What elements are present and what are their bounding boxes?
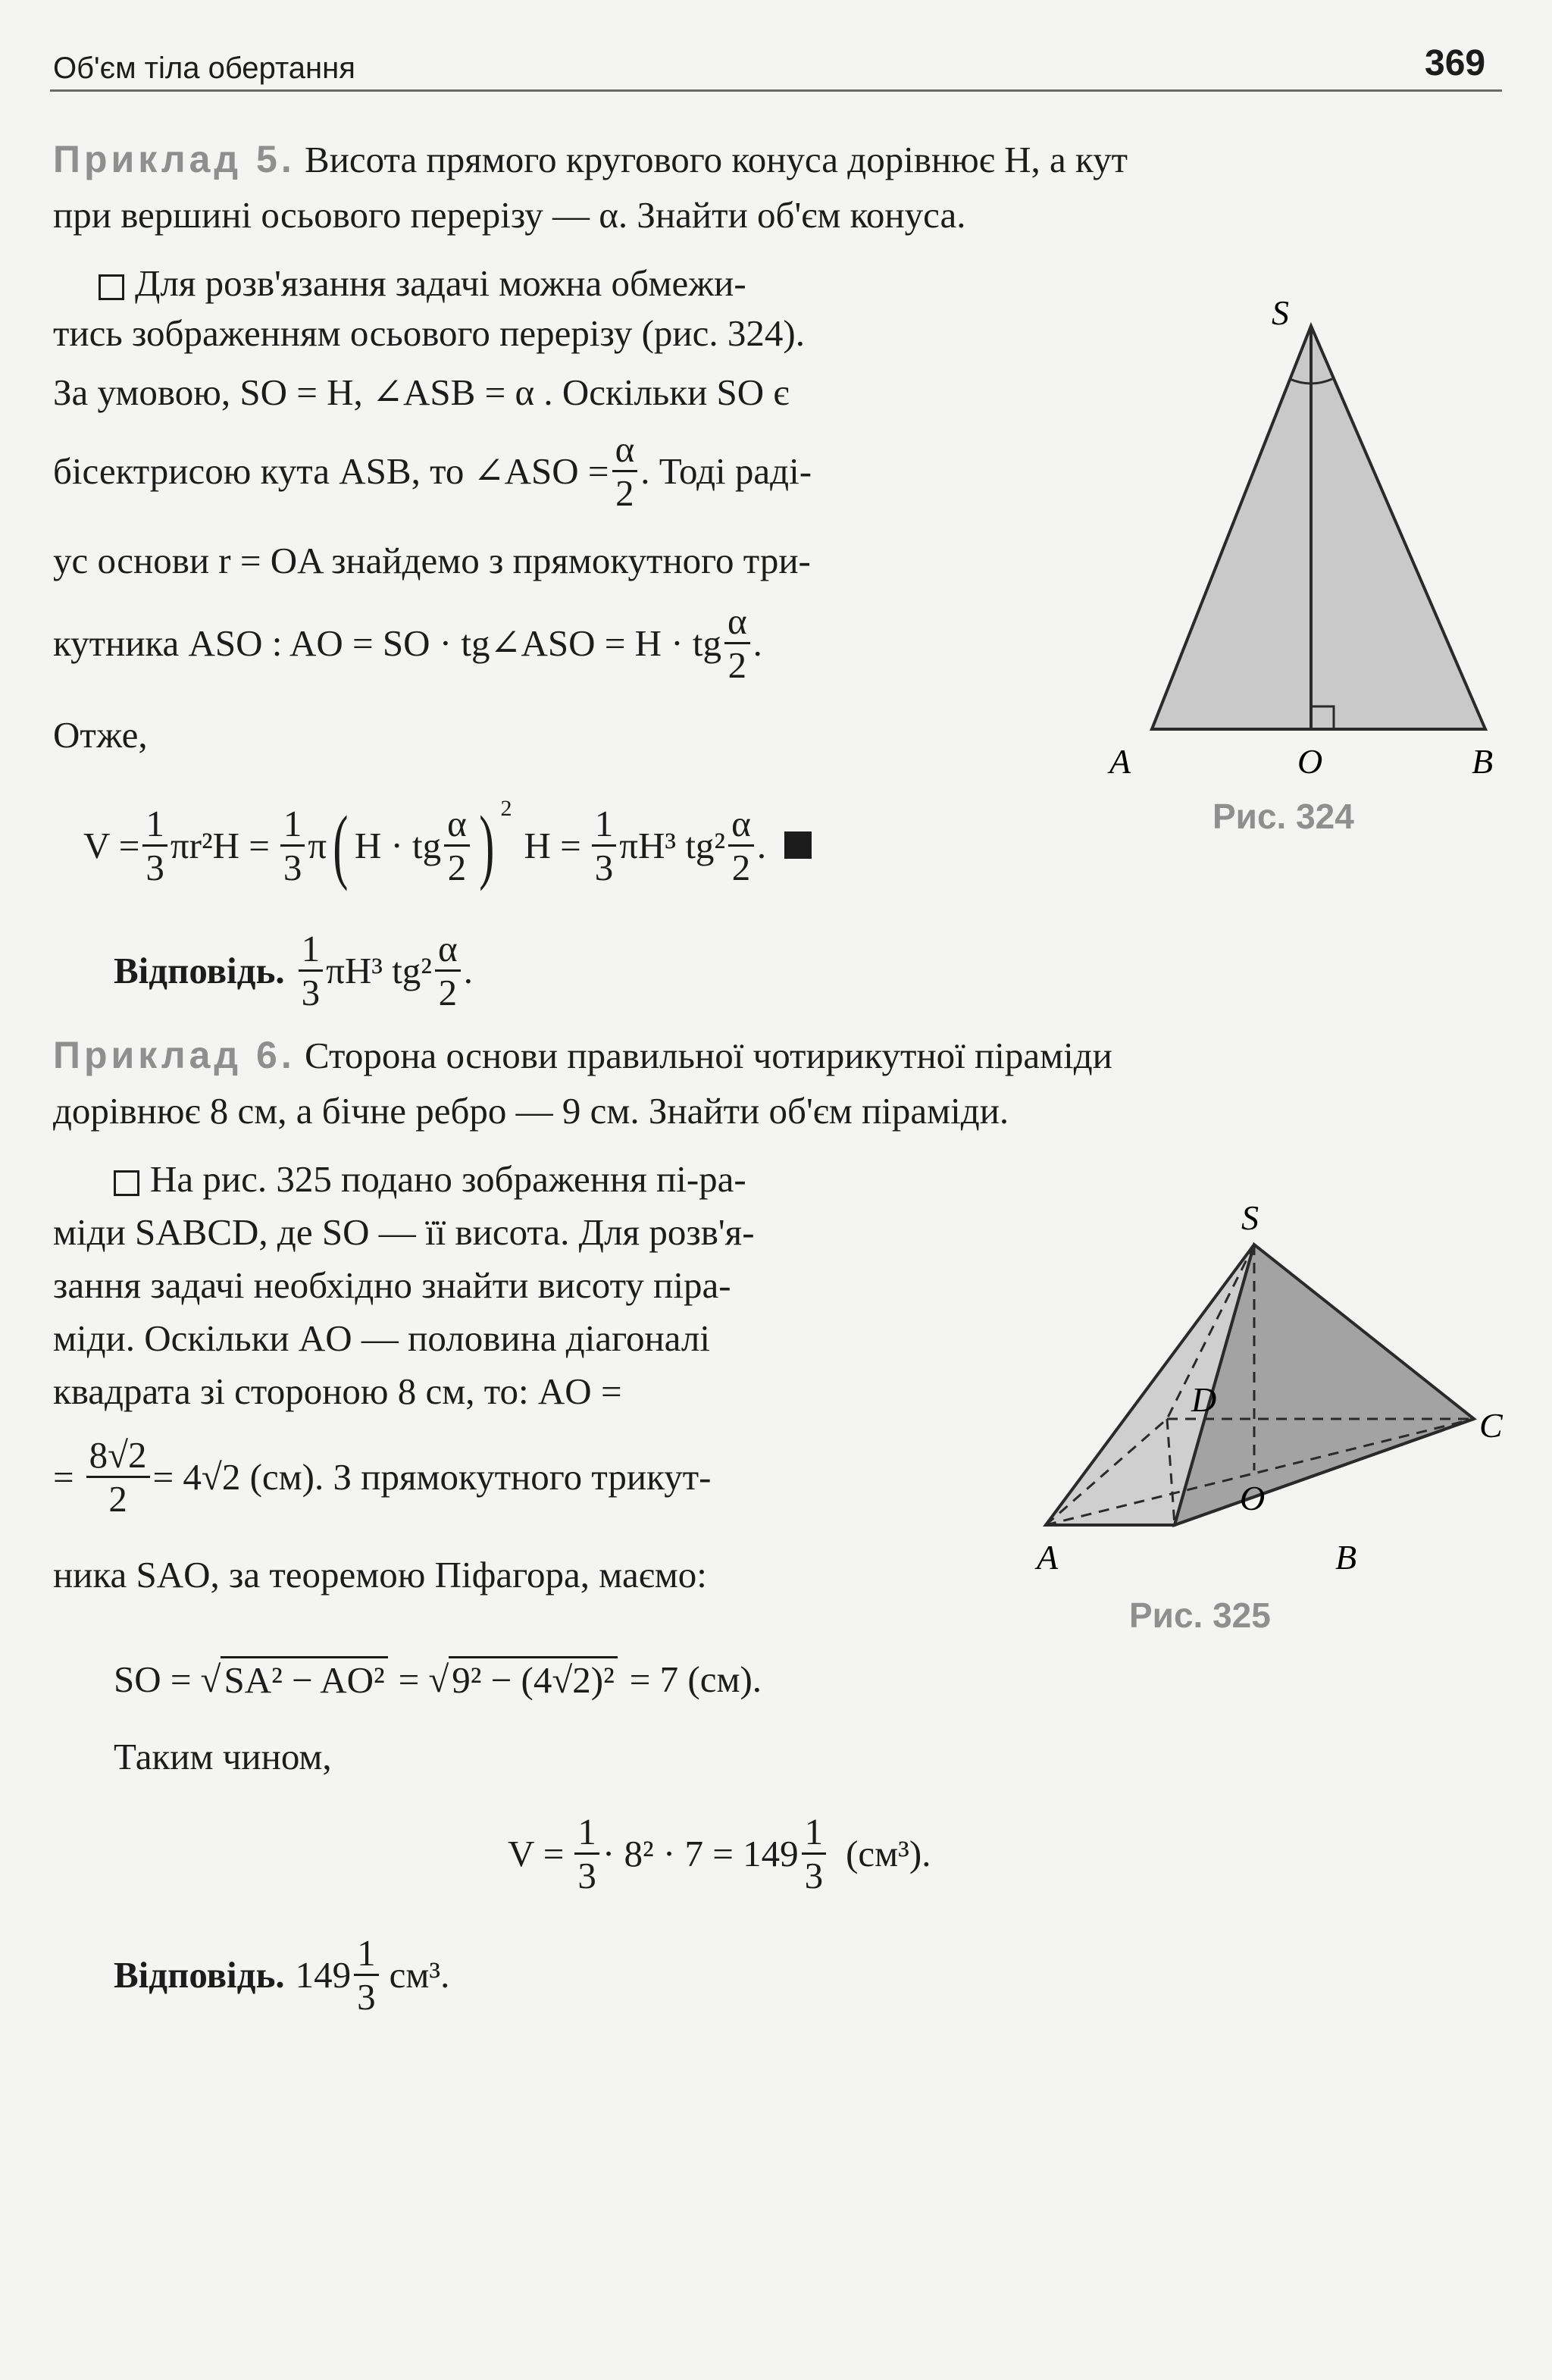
- example5-statement-line1: Приклад 5. Висота прямого кругового конуса дорівнює H, а кут: [53, 138, 1128, 180]
- example6-solution-line7: ника SAO, за теоремою Піфагора, маємо:: [53, 1554, 707, 1596]
- running-header: Об'єм тіла обертання: [53, 52, 355, 85]
- example6-label: Приклад 6.: [53, 1034, 296, 1076]
- solution-start-marker: [99, 274, 124, 300]
- example6-so-formula: SO = √ SA² − AO² = √ 9² − (4√2)² = 7 (см).: [114, 1637, 762, 1721]
- example6-solution-line1: На рис. 325 подано зображення пі-ра-: [114, 1154, 746, 1205]
- example6-statement-line1: Приклад 6. Сторона основи правильної чотирикутної піраміди: [53, 1034, 1112, 1076]
- example5-label: Приклад 5.: [53, 138, 296, 180]
- example6-statement-line2: дорівнює 8 см, а бічне ребро — 9 см. Знайти об'єм піраміди.: [53, 1090, 1009, 1132]
- label-B: B: [1335, 1538, 1357, 1577]
- example5-solution-line3: За умовою, SO = H, ∠ASB = α . Оскільки SO є: [53, 371, 790, 413]
- example5-solution-line5: ус основи r = OA знайдемо з прямокутного три-: [53, 540, 811, 581]
- label-O: O: [1240, 1479, 1266, 1517]
- header-rule: [50, 89, 1502, 92]
- figure-325-caption: Рис. 325: [1129, 1596, 1271, 1635]
- example6-answer: Відповідь. 149 $\frac{1}{3}$ см³.: [114, 1931, 450, 2018]
- label-A: A: [1109, 742, 1131, 781]
- example5-otzhe: Отже,: [53, 714, 148, 756]
- label-B: B: [1472, 742, 1494, 781]
- label-D: D: [1191, 1380, 1217, 1419]
- label-S: S: [1241, 1198, 1259, 1237]
- example6-volume-formula: V = $\frac{1}{3}$ · 8² · 7 = 149 $\frac{1}{3}$ (см³).: [508, 1810, 931, 1896]
- example5-answer: Відповідь. $\frac{1}{3}$ πH³ tg² $\frac{\alpha}{2}$ .: [114, 927, 473, 1013]
- example5-solution-line6: кутника ASO : AO = SO · tg∠ASO = H · tg $\frac{\alpha}{2}$ .: [53, 600, 762, 686]
- alpha-over-2: $\frac{\alpha}{2}$: [612, 431, 638, 512]
- example5-solution-line1: Для розв'язання задачі можна обмежи-: [99, 258, 746, 309]
- example6-solution-line2: міди SABCD, де SO — її висота. Для розв'я-: [53, 1211, 755, 1253]
- end-of-solution-mark: [784, 831, 812, 859]
- figure-325-pyramid: [1031, 1182, 1516, 1592]
- example5-statement-line2: при вершині осьового перерізу — α. Знайти об'єм конуса.: [53, 194, 966, 236]
- example6-solution-line3: зання задачі необхідно знайти висоту піра-: [53, 1264, 731, 1306]
- example6-solution-line4: міди. Оскільки AO — половина діагоналі: [53, 1317, 710, 1359]
- label-S: S: [1272, 293, 1289, 332]
- label-A: A: [1037, 1538, 1059, 1577]
- solution-start-marker: [114, 1170, 139, 1196]
- example5-solution-line4: бісектрисою кута ASB, то ∠ASO = $\frac{\alpha}{2}$ . Тоді раді-: [53, 427, 812, 514]
- example6-solution-line5: квадрата зі стороною 8 см, то: AO =: [53, 1370, 622, 1412]
- label-O: O: [1297, 742, 1323, 781]
- figure-324-cone-section: [1091, 280, 1516, 811]
- page-number: 369: [1425, 43, 1486, 83]
- example6-solution-line6: = $\frac{8√2}{2}$ = 4√2 (см). З прямокутного трикут-: [53, 1433, 712, 1520]
- example5-solution-line2: тись зображенням осьового перерізу (рис. 324).: [53, 312, 805, 354]
- example6-thus: Таким чином,: [114, 1736, 332, 1777]
- figure-324-caption: Рис. 324: [1212, 797, 1354, 836]
- label-C: C: [1479, 1406, 1503, 1445]
- example5-volume-formula: V = $\frac{1}{3}$ πr²H = $\frac{1}{3}$ π ( H · tg $\frac{\alpha}{2}$ ) $^2$ H = $\frac{1}{3}$ πH³ tg² $\frac{\alpha}{2}$ .: [83, 788, 812, 902]
